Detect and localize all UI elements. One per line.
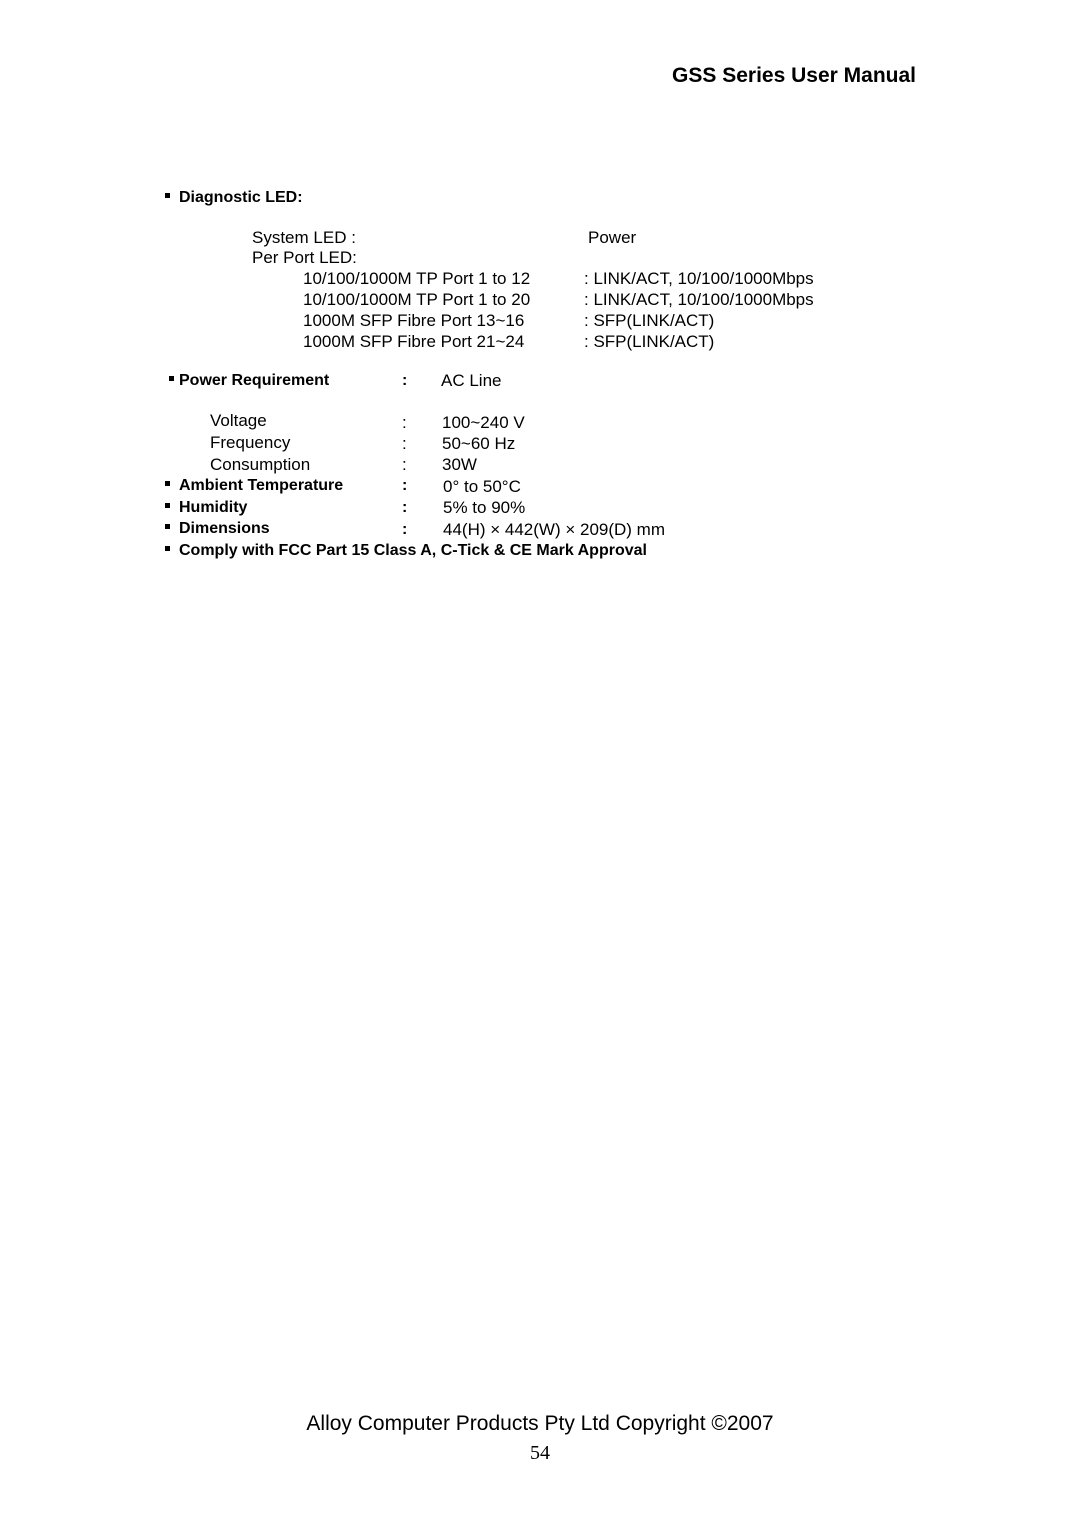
frequency-value: 50~60 Hz xyxy=(442,434,516,453)
consumption-label: Consumption xyxy=(210,455,311,474)
port-row-value: : LINK/ACT, 10/100/1000Mbps xyxy=(584,269,814,288)
bullet-icon xyxy=(165,193,170,198)
dimensions-value: 44(H) × 442(W) × 209(D) mm xyxy=(443,520,665,539)
frequency-label: Frequency xyxy=(210,433,291,452)
bullet-icon xyxy=(165,503,170,508)
voltage-colon: : xyxy=(402,413,407,432)
humidity-value: 5% to 90% xyxy=(443,498,526,517)
dimensions-colon: : xyxy=(402,521,408,538)
bullet-icon xyxy=(165,524,170,529)
consumption-value: 30W xyxy=(442,455,477,474)
system-led-value: Power xyxy=(588,228,637,247)
page-number: 54 xyxy=(530,1442,550,1464)
humidity-label: Humidity xyxy=(165,499,247,517)
frequency-colon: : xyxy=(402,434,407,453)
dimensions-label: Dimensions xyxy=(165,520,270,538)
page-header-title: GSS Series User Manual xyxy=(672,64,916,87)
port-row-label: 10/100/1000M TP Port 1 to 12 xyxy=(303,269,531,288)
port-row-value: : LINK/ACT, 10/100/1000Mbps xyxy=(584,290,814,309)
ambient-temperature-value: 0° to 50°C xyxy=(443,477,521,496)
power-requirement-value: AC Line xyxy=(441,371,502,390)
bullet-icon xyxy=(169,376,174,381)
bullet-icon xyxy=(165,481,170,486)
per-port-led-label: Per Port LED: xyxy=(252,248,357,267)
port-row-label: 1000M SFP Fibre Port 13~16 xyxy=(303,311,525,330)
compliance-statement: Comply with FCC Part 15 Class A, C-Tick & CE Mark Approval xyxy=(165,542,647,560)
power-requirement-heading: Power Requirement xyxy=(169,372,329,390)
diagnostic-led-heading: Diagnostic LED: xyxy=(165,189,303,207)
port-row-value: : SFP(LINK/ACT) xyxy=(584,311,715,330)
system-led-label: System LED : xyxy=(252,228,356,247)
bullet-icon xyxy=(165,546,170,551)
ambient-temperature-label: Ambient Temperature xyxy=(165,477,343,495)
consumption-colon: : xyxy=(402,455,407,474)
humidity-colon: : xyxy=(402,499,408,516)
port-row-label: 10/100/1000M TP Port 1 to 20 xyxy=(303,290,531,309)
port-row-value: : SFP(LINK/ACT) xyxy=(584,332,715,351)
footer-copyright: Alloy Computer Products Pty Ltd Copyright ©2007 xyxy=(306,1412,774,1435)
voltage-value: 100~240 V xyxy=(442,413,525,432)
ambient-temperature-colon: : xyxy=(402,477,408,494)
port-row-label: 1000M SFP Fibre Port 21~24 xyxy=(303,332,525,351)
power-requirement-colon: : xyxy=(402,372,408,389)
voltage-label: Voltage xyxy=(210,411,267,430)
